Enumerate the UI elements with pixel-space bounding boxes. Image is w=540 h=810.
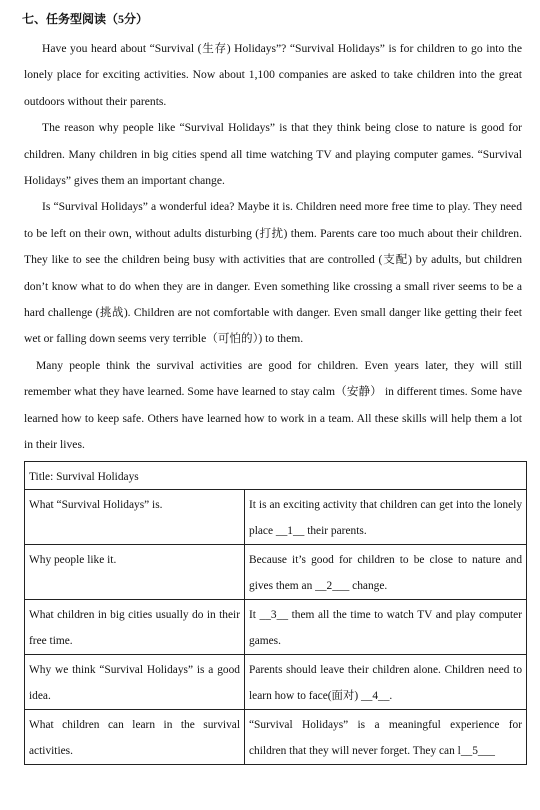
passage-paragraph-1: Have you heard about “Survival (生存) Holidays”? “Survival Holidays” is for children to go into the lonely place for exciting activities. Now about 1,100 companies are asked to take children into the great outdoors without their parents. <box>24 42 522 108</box>
table-row <box>25 599 527 654</box>
table-title-row <box>25 461 527 489</box>
table-row <box>25 654 527 709</box>
table-row <box>25 544 527 599</box>
question-cell: Why people like it. <box>25 544 245 599</box>
question-cell: What children in big cities usually do in their free time. <box>25 599 245 654</box>
passage-paragraph-4: Many people think the survival activities are good for children. Even years later, they will still remember what they have learned. Some have learned to stay calm（安静） in different times. Some have learned how to keep safe. Others have learned how to work in a team. All these skills will help them a lot in their lives. <box>24 358 522 452</box>
answer-cell: Because it’s good for children to be close to nature and gives them an __2___ change. <box>245 544 527 599</box>
table-row <box>25 489 527 544</box>
answer-cell: It __3__ them all the time to watch TV and play computer games. <box>245 599 527 654</box>
passage-paragraph-3: Is “Survival Holidays” a wonderful idea? Maybe it is. Children need more free time to play. They need to be left on their own, without adults disturbing (打扰) them. Parents care too much about their children. They like to see the children being busy with activities that are controlled (支配) by adults, but children don’t know what to do when they are in danger. Even something like crossing a small river seems to be a hard challenge (挑战). Children are not comfortable with danger. Even small danger like getting their feet wet or falling down seems very terrible（可怕的）) to them. <box>24 200 522 346</box>
table-row <box>25 709 527 764</box>
summary-table <box>24 461 527 765</box>
passage-paragraph-2: The reason why people like “Survival Holidays” is that they think being close to nature is good for children. Many children in big cities spend all time watching TV and playing computer games. “Survival Holidays” gives them an important change. <box>24 121 522 188</box>
section-heading: 七、任务型阅读（5分） <box>22 12 149 26</box>
question-cell: What “Survival Holidays” is. <box>25 489 245 544</box>
table-title: Title: Survival Holidays <box>25 461 527 489</box>
answer-cell: Parents should leave their children alone. Children need to learn how to face(面对) __4__. <box>245 654 527 709</box>
question-cell: Why we think “Survival Holidays” is a good idea. <box>25 654 245 709</box>
question-cell: What children can learn in the survival activities. <box>25 709 245 764</box>
answer-cell: “Survival Holidays” is a meaningful experience for children that they will never forget. They can l__5___ <box>245 709 527 764</box>
answer-cell: It is an exciting activity that children can get into the lonely place __1__ their parents. <box>245 489 527 544</box>
